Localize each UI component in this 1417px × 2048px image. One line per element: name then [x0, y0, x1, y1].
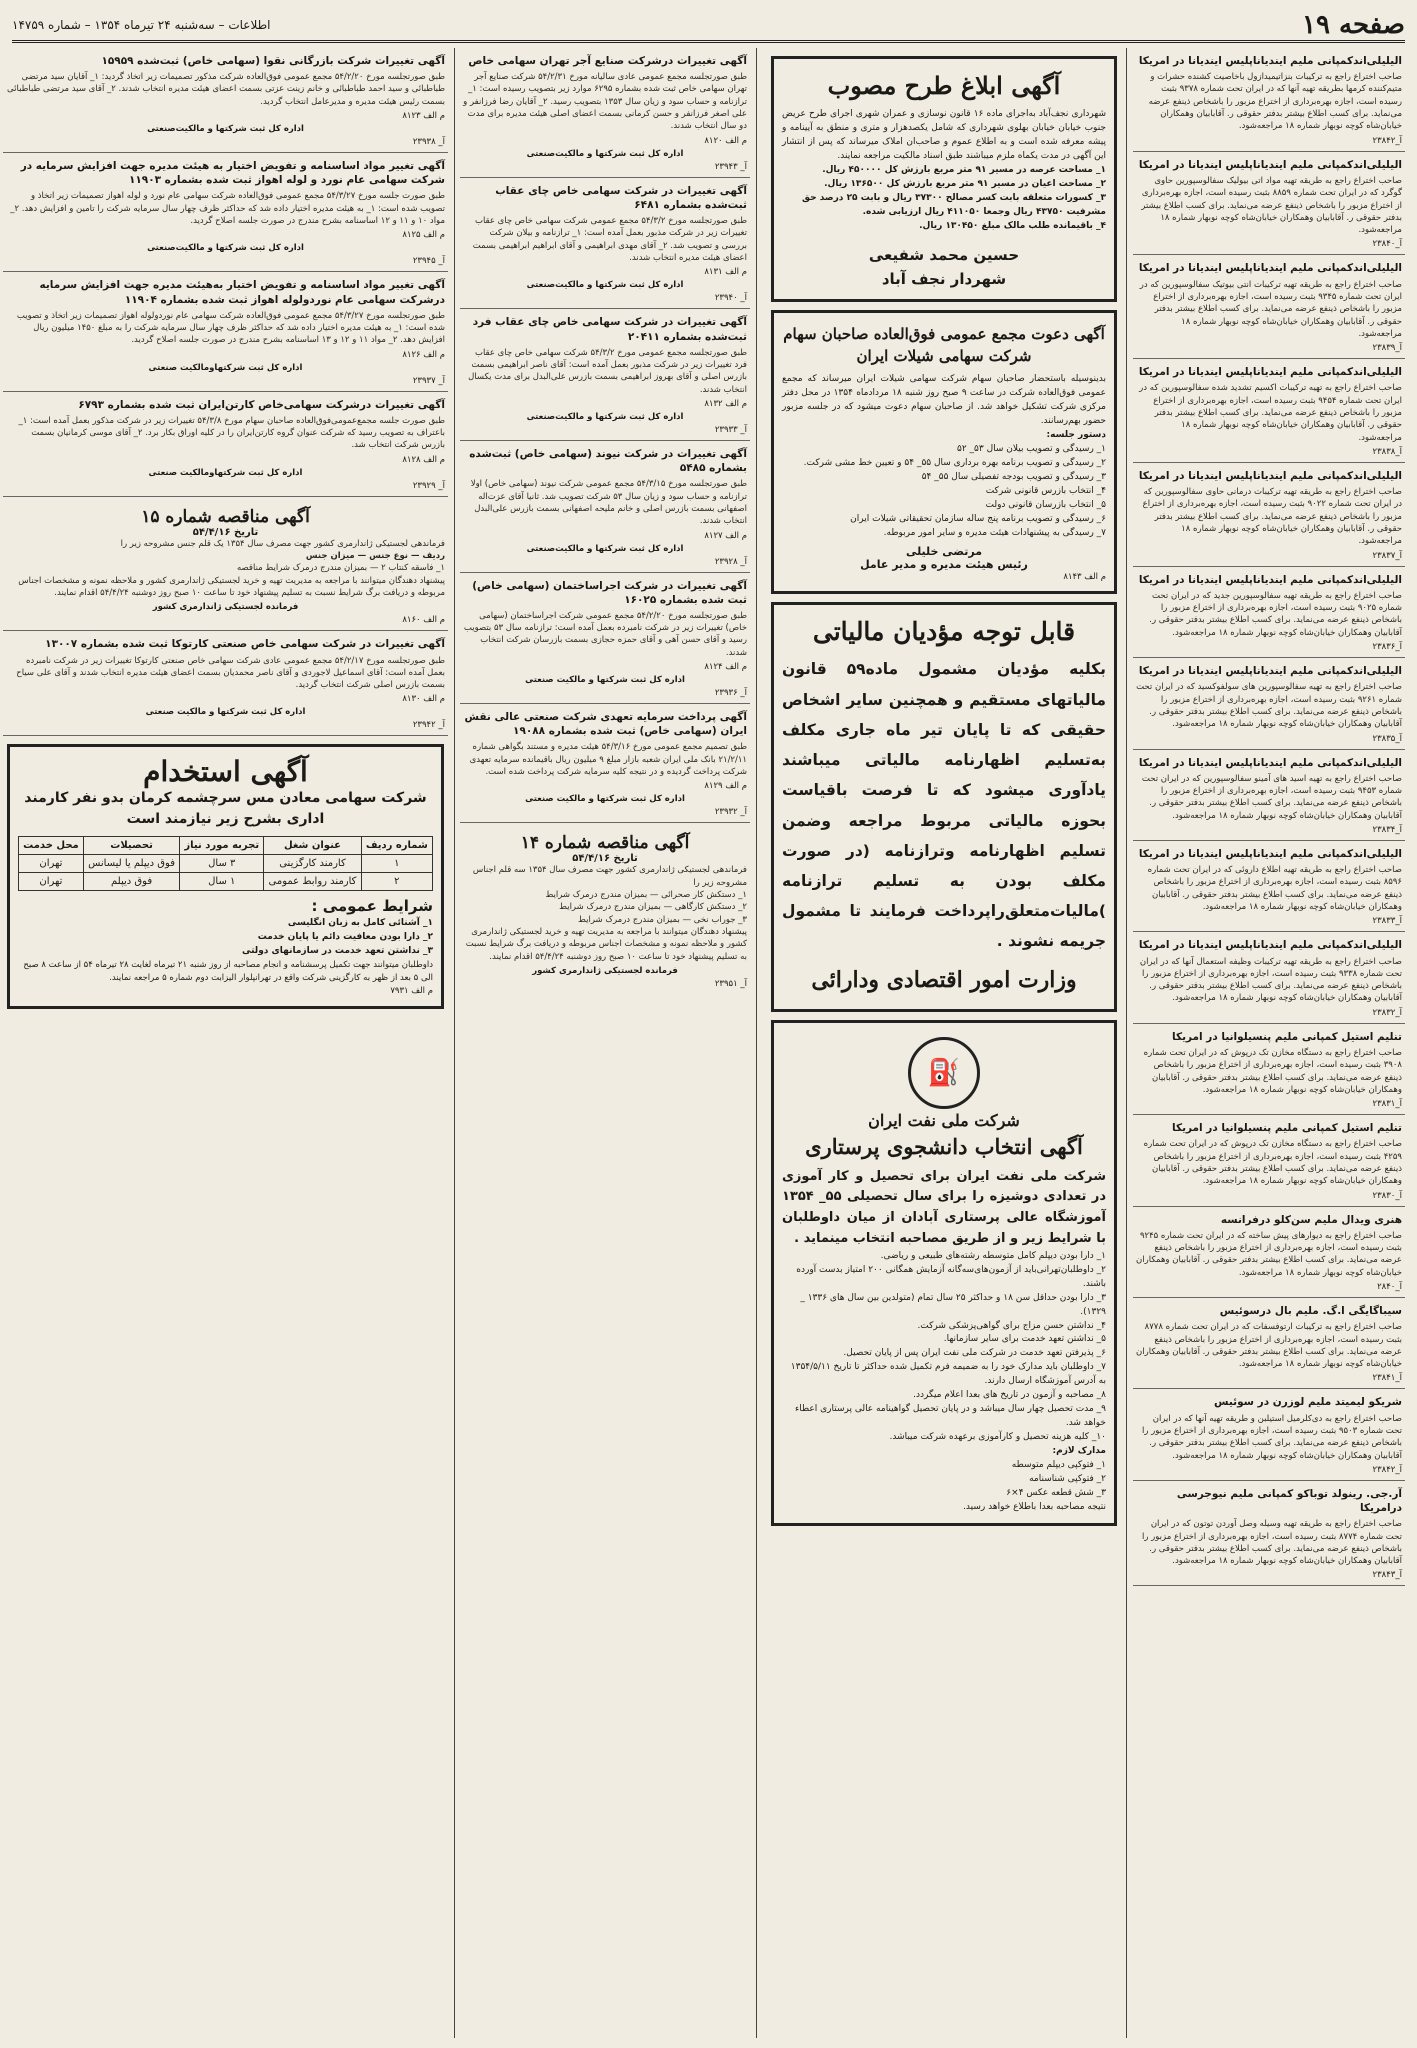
page-number: صفحه ۱۹ — [1302, 10, 1405, 40]
company-notice: آگهی تغییرات در شرکت سهامی خاص چای عقاب ثبت‌شده بشماره ۶۴۸۱ طبق صورتجلسه مورخ ۵۴/۳/۲ مجمع عمومی شرکت سهامی خاص چای عقاب تغییرات زیر در شرکت مذبور بعمل آمده است: ۱_ ترازنامه و بیلان شرکت بررسی و تصویب شد. ۲_ آقای مهدی ابراهیمی و آقای ابراهیم ابراهیمی بسمت اعضای هیئت مدیره انتخاب شدند. م الف ۸۱۳۱ اداره کل ثبت شرکتها و مالکیت‌صنعتی آ_ ۲۳۹۴۰ — [460, 178, 750, 310]
employment-table — [18, 836, 433, 891]
table-row: ۱ کارمند کارگزینی ۳ سال فوق دیپلم یا لیسانس تهران — [19, 855, 433, 873]
company-notice: آگهی تغییرات درشرکت سهامی‌خاص کارتن‌ایران ثبت شده بشماره ۶۷۹۳ طبق صورت جلسه مجمع‌عمومی‌فوق‌العاده صاحبان سهام مورخ ۵۴/۳/۸ تغییرات زیر در شرکت مذکور بعمل آمده است: ۱_ باعتراف به تصویب رسید که شرکت عنوان گروه کارتن‌ایران را در کلیه اوراق بکار برد. ۲_ آقای موسی کرمانیان بسمت بازرس شرکت انتخاب شد. م الف ۸۱۲۸ اداره کل ثبت شرکتهاومالکیت صنعتی آ_ ۲۳۹۲۹ — [3, 392, 448, 497]
patent-notice: شریکو لیمیتد ملیم لوزرن در سوئیس صاحب اختراع راجع به دی‌کلرمیل استیلبن و طریقه تهیه آنها که در ایران تحت شماره ۹۵۰۳ بثبت رسیده است، اجازه بهره‌برداری از اختراع مزبور را باشخاص ذینفع عرضه می‌نماید. برای کسب اطلاع بیشتر بدفتر حقوقی ر. آقابابیان وهمکاران خیابان‌شاه کوچه نوبهار شماره ۱۸ مراجعه‌شود. آ_۲۳۸۴۲ — [1133, 1389, 1405, 1480]
nursing-student-ad: ⛽ شرکت ملی نفت ایران آگهی انتخاب دانشجوی پرستاری شرکت ملی نفت ایران برای تحصیل و کار آموزی در تعدادی دوشیزه را برای سال تحصیلی ۵۵_ ۱۳۵۴ آموزشگاه عالی پرستاری آبادان از میان داوطلبان با شرایط زیر و از طریق مصاحبه انتخاب مینماید . ۱_ دارا بودن دیپلم کامل متوسطه رشته‌های طبیعی و ریاضی. ۲_ داوطلبان‌تهرانی‌باید از آزمون‌های‌سه‌گانه آزمایش همگانی ۲۰۰ امتیاز بدست آورده باشند. ۳_ دارا بودن حداقل سن ۱۸ و حداکثر ۲۵ سال تمام (متولدین بین سال های ۱۳۳۶ _ ۱۳۲۹). ۴_ نداشتن حسن مزاج برای گواهی‌پزشکی شرکت. ۵_ نداشتن تعهد خدمت برای سایر سازمانها. ۶_ پذیرفتن تعهد خدمت در شرکت ملی نفت ایران پس از پایان تحصیل. ۷_ داوطلبان باید مدارک خود را به ضمیمه فرم تکمیل شده حداکثر تا تاریخ ۱۳۵۴/۵/۱۱ به آدرس آموزشگاه ارسال دارند. ۸_ مصاحبه و آزمون در تاریخ های بعدا اعلام میگردد. ۹_ مدت تحصیل چهار سال میباشد و در پایان تحصیل گواهینامه عالی پرستاری اعطاء خواهد شد. ۱۰_ کلیه هزینه تحصیل و کارآموزی برعهده شرکت میباشد. مدارک لازم: ۱_ فتوکپی دیپلم متوسطه ۲_ فتوکپی شناسنامه ۳_ شش قطعه عکس ۴×۶ نتیجه مصاحبه بعدا باطلاع خواهد رسید. — [771, 1020, 1117, 1526]
employment-ad: آگهی استخدام شرکت سهامی معادن مس سرچشمه کرمان بدو نفر کارمند اداری بشرح زیر نیازمند است شماره ردیف عنوان شغل تجربه مورد نیاز تحصیلات محل خدمت ۱ کارمند کارگزینی ۳ سال فوق دیپلم یا لیسانس تهران ۲ کارمند روابط عمومی ۱ سال فوق دیپلم تهران شرایط عمومی : ۱_ آشنائی کامل به زبان انگلیسی ۲_ دارا بودن معافیت دائم یا پایان خدمت ۳_ نداشتن تعهد خدمت در سازمانهای دولتی داوطلبان میتوانند جهت تکمیل پرسشنامه و انجام مصاحبه از روز شنبه ۲۱ تیرماه لغایت ۲۸ تیرماه ۵۴ از ساعت ۸ صبح الی ۵ بعد از ظهر به کارگزینی شرکت واقع در تهرانپلوار الیزابت دوم شماره ۵ مراجعه نمایند. م الف ۷۹۳۱ — [7, 744, 444, 1008]
approval-title: آگهی ابلاغ طرح مصوب — [827, 71, 1061, 100]
patent-notice: الیلیلی‌اندکمپانی ملیم ایندیاناپلیس ایندیانا در امریکا صاحب اختراع راجع به طریقه تهیه اطلاع داروئی که در ایران تحت شماره ۸۵۹۶ بثبت رسیده است، اجازه بهره‌برداری از اختراع مزبور را باشخاص ذینفع عرضه می‌نماید. برای کسب اطلاع بیشتر بدفتر حقوقی ر. آقابابیان وهمکاران خیابان‌شاه کوچه نوبهار شماره ۱۸ مراجعه‌شود. آ_۲۳۸۳۳ — [1133, 841, 1405, 932]
patent-notice: الیلیلی‌اندکمپانی ملیم ایندیاناپلیس ایندیانا در امریکا صاحب اختراع راجع به طریقه تهیه ترکیبات درمانی حاوی سفالوسپورین که در ایران تحت شماره ۹۰۲۲ بثبت رسیده است، اجازه بهره‌برداری از اختراع مزبور را باشخاص ذینفع عرضه می‌نماید. برای کسب اطلاع بیشتر بدفتر حقوقی ر. آقابابیان وهمکاران خیابان‌شاه کوچه نوبهار شماره ۱۸ مراجعه‌شود. آ_۲۳۸۳۷ — [1133, 463, 1405, 567]
column-boxed-ads — [767, 48, 1121, 2038]
patent-notice: الیلیلی‌اندکمپانی ملیم ایندیاناپلیس ایندیانا در امریکا صاحب اختراع راجع به طریقه تهیه ترکیبات وظیفه استعمال آنها که در ایران تحت شماره ۹۳۳۸ بثبت رسیده است، اجازه بهره‌برداری از اختراع مزبور را باشخاص ذینفع عرضه می‌نماید. برای کسب اطلاع بیشتر بدفتر حقوقی ر. آقابابیان وهمکاران خیابان‌شاه کوچه نوبهار شماره ۱۸ مراجعه‌شود. آ_۲۳۸۳۲ — [1133, 932, 1405, 1023]
company-notice: آگهی تغییرات در شرکت سهامی خاص صنعتی کارتوکا ثبت شده بشماره ۱۳۰۰۷ طبق صورتجلسه مورخ ۵۴/۲/۱۷ مجمع عمومی عادی شرکت سهامی خاص صنعتی کارتوکا تغییرات زیر در شرکت نامبرده بعمل آمده است: آقای اسماعیل لاجوردی و آقای ناصر محمدیان بسمت اعضای هیئت مدیره انتخاب شدند و آقای علی سیاح بسمت بازرس اصلی شرکت انتخاب گردید. م الف ۸۱۳۰ اداره کل ثبت شرکتها و مالکیت صنعتی آ_ ۲۳۹۴۲ — [3, 631, 448, 736]
patent-notice: سیباگایگی ا.گ. ملیم بال درسوئیس صاحب اختراع راجع به ترکیبات ارتوفسفات که در ایران تحت شماره ۸۷۷۸ بثبت رسیده است، اجازه بهره‌برداری از اختراع مزبور را باشخاص ذینفع عرضه می‌نماید. برای کسب اطلاع بیشتر بدفتر حقوقی ر. آقابابیان وهمکاران خیابان‌شاه کوچه نوبهار شماره ۱۸ مراجعه‌شود. آ_۲۳۸۴۱ — [1133, 1298, 1405, 1389]
tender-14: آگهی مناقصه شماره ۱۴ تاریخ ۵۴/۴/۱۶ فرماندهی لجستیکی ژاندارمری کشور جهت مصرف سال ۱۳۵۴ سه قلم اجناس مشروحه زیر را ۱_ دستکش کار صحرائی — بمیزان مندرج درمرک شرایط ۲_ دستکش کارگاهی — بمیزان مندرج درمرک شرایط ۳_ جوراب نخی — بمیزان مندرج درمرک شرایط پیشنهاد دهندگان میتوانند با مراجعه به مدیریت تهیه و خرید لجستیکی ژاندارمری کشور و ملاحظه نمونه و مشخصات اجناس مربوطه و دریافت برگ شرایط نسبت به تسلیم پیشنهاد خود تا ساعت ۱۰ صبح روز دوشنبه ۵۴/۴/۲۴ اقدام نمایند. فرمانده لجستیکی ژاندارمری کشور آ_ ۲۳۹۵۱ — [465, 833, 747, 989]
patent-notice: آر.جی. رینولد توباکو کمپانی ملیم نیوجرسی درامریکا صاحب اختراع راجع به طریقه تهیه وسیله وصل آوردن توتون که در ایران تحت شماره ۸۷۷۴ بثبت رسیده است، اجازه بهره‌برداری از اختراع مزبور را باشخاص ذینفع عرضه می‌نماید. برای کسب اطلاع بیشتر بدفتر حقوقی ر. آقابابیان وهمکاران خیابان‌شاه کوچه نوبهار شماره ۱۸ مراجعه‌شود. آ_۲۳۸۴۳ — [1133, 1481, 1405, 1587]
company-notice: آگهی تغییرات شرکت بازرگانی نقوا (سهامی خاص) ثبت‌شده ۱۵۹۵۹ طبق صورتجلسه مورخ ۵۴/۲/۲۰ مجمع عمومی فوق‌العاده شرکت مذکور تصمیمات زیر اتخاذ گردید: ۱_ آقایان سید مرتضی طباطبائی و سید احمد طباطبائی و خانم زینت عزتی بسمت اعضای هیئت مدیره انتخاب شدند. ۲_ آقای سید مرتضی طباطبائی بسمت رئیس هیئت مدیره و مدیرعامل انتخاب گردید. م الف ۸۱۲۳ اداره کل ثبت شرکتها و مالکیت‌صنعتی آ_ ۲۳۹۳۸ — [3, 48, 448, 153]
patent-notice: الیلیلی‌اندکمپانی ملیم ایندیاناپلیس ایندیانا در امریکا صاحب اختراع راجع به تهیه سفالوسپورین های سولفوکسید که در ایران تحت شماره ۹۲۶۱ بثبت رسیده است، اجازه بهره‌برداری از اختراع مزبور را باشخاص ذینفع عرضه می‌نماید. برای کسب اطلاع بیشتر بدفتر حقوقی ر. آقابابیان وهمکاران خیابان‌شاه کوچه نوبهار شماره ۱۸ مراجعه‌شود. آ_۲۳۸۳۵ — [1133, 658, 1405, 749]
column-notices-employment — [3, 48, 455, 2038]
patent-notice: الیلیلی‌اندکمپانی ملیم ایندیاناپلیس ایندیانا در امریکا صاحب اختراع راجع به ترکیبات بنزاتیمیدازول باخاصیت کشنده حشرات و متیم‌کننده کرمها بطریقه تهیه آنها که در ایران تحت شماره ۹۳۷۸ بثبت رسیده است، اجازه بهره‌برداری از اختراع مزبور را باشخاص ذینفع عرضه می‌نماید. برای کسب اطلاع بیشتر بدفتر حقوقی ر. آقابابیان وهمکاران خیابان‌شاه کوچه نوبهار شماره ۱۸ مراجعه‌شود. آ_۲۳۸۴۲ — [1133, 48, 1405, 152]
patent-notice: الیلیلی‌اندکمپانی ملیم ایندیاناپلیس ایندیانا در امریکا صاحب اختراع راجع به طریقه تهیه مواد اتی بیولیک سفالوسپورین حاوی گوگرد که در ایران تحت شماره ۸۸۵۹ بثبت رسیده است، اجازه بهره‌برداری از اختراع مزبور را باشخاص ذینفع عرضه می‌نماید. برای کسب اطلاع بیشتر بدفتر حقوقی ر. آقابابیان وهمکاران خیابان‌شاه کوچه نوبهار شماره ۱۸ مراجعه‌شود. آ_۲۳۸۴۰ — [1133, 152, 1405, 256]
nioc-logo-icon: ⛽ — [908, 1037, 980, 1109]
table-row: ۲ کارمند روابط عمومی ۱ سال فوق دیپلم تهران — [19, 873, 433, 891]
approval-signature: حسین محمد شفیعی شهردار نجف آباد — [868, 246, 1020, 289]
tender-15: آگهی مناقصه شماره ۱۵ تاریخ ۵۴/۴/۱۶ فرماندهی لجستیکی ژاندارمری کشور جهت مصرف سال ۱۳۵۴ یک قلم جنس مشروحه زیر را ردیف — نوع جنس — میزان جنس ۱_ فاسقه کنتاب ۲ — بمیزان مندرج درمرک شرایط مناقصه پیشنهاد دهندگان میتوانند با مراجعه به مدیریت تهیه و خرید لجستیکی ژاندارمری کشور و ملاحظه نمونه و مشخصات اجناس مربوطه و دریافت برگ شرایط نسبت به تسلیم پیشنهاد خود تا ساعت ۱۰ صبح روز دوشنبه ۵۴/۴/۲۴ اقدام نمایند. فرمانده لجستیکی ژاندارمری کشور م الف ۸۱۶۰ — [3, 497, 448, 632]
patent-notice: تنلیم استیل کمپانی ملیم پنسیلوانیا در امریکا صاحب اختراع راجع به دستگاه مخازن تک درپوش که در ایران تحت شماره ۳۹۰۸ بثبت رسیده است، اجازه بهره‌برداری از اختراع مزبور را باشخاص ذینفع عرضه می‌نماید. برای کسب اطلاع بیشتر بدفتر حقوقی ر. آقابابیان وهمکاران خیابان‌شاه کوچه نوبهار شماره ۱۸ مراجعه‌شود. آ_۲۳۸۳۱ — [1133, 1024, 1405, 1115]
issue-line: اطلاعات – سه‌شنبه ۲۴ تیرماه ۱۳۵۴ – شماره ۱۴۷۵۹ — [12, 18, 271, 32]
company-notice: آگهی پرداخت سرمایه تعهدی شرکت صنعتی عالی نقش ایران (سهامی خاص) ثبت شده بشماره ۱۹۰۸۸ طبق تصمیم مجمع عمومی مورخ ۵۴/۳/۱۶ هیئت مدیره و مستند بگواهی شماره ۲۱/۲/۱۱ بانک ملی ایران شعبه بازار مبلغ ۹ میلیون ریال باقیمانده سرمایه تعهدی شرکت پرداخت گردیده و در نتیجه کلیه سرمایه شرکت پرداخت شده است. م الف ۸۱۲۹ اداره کل ثبت شرکتها و مالکیت صنعتی آ_ ۲۳۹۳۲ — [460, 704, 750, 823]
approval-plan-ad: آگهی ابلاغ طرح مصوب شهرداری نجف‌آباد به‌اجرای ماده ۱۶ قانون نوسازی و عمران شهری اجرای طرح عریض جنوب خیابان خیابان بهلوی شهرداری که شامل یکصدهزار و متری و منطق به آیینامه و پیشه معرفه شده است و به اطلاع عموم و صاحب‌ان املاک میرساند که پس از انتشار این آگهی در مدت یکماه ملزم میباشند طبق اسناد مالکیت مراجعه نمایند. ۱_ مساحت عرصه در مسیر ۹۱ متر مربع بارزش کل ۴۵۰۰۰۰ ریال. ۲_ مساحت اعیان در مسیر ۹۱ متر مربع بارزش کل ۱۳۶۵۰۰ ریال. ۳_ کسورات متعلقه بابت کسر مصالح ۳۷۳۰۰ ریال و بابت ۲۵ درصد حق مشرفیت ۴۳۷۵۰ ریال وجمعا ۴۱۱۰۵۰ ریال ارزیابی شده. ۴_ باقیمانده طلب مالک مبلغ ۱۳۰۴۵۰ ریال. حسین محمد شفیعی شهردار نجف آباد — [771, 56, 1117, 302]
patent-notice: الیلیلی‌اندکمپانی ملیم ایندیاناپلیس ایندیانا در امریکا صاحب اختراع راجع به تهیه ترکیبات اکسیم تشدید شده سفالوسپورین که در ایران تحت شماره ۹۴۵۴ بثبت رسیده است، اجازه بهره‌برداری از اختراع مزبور را باشخاص ذینفع عرضه می‌نماید. برای کسب اطلاع بیشتر بدفتر حقوقی ر. آقابابیان وهمکاران خیابان‌شاه کوچه نوبهار شماره ۱۸ مراجعه‌شود. آ_۲۳۸۳۸ — [1133, 359, 1405, 463]
approval-body: شهرداری نجف‌آباد به‌اجرای ماده ۱۶ قانون نوسازی و عمران شهری اجرای طرح عریض جنوب خیابان خیابان بهلوی شهرداری که شامل یکصدهزار و متری و منطق به آیینامه و پیشه معرفه شده است و به اطلاع عموم و صاحب‌ان املاک میرساند که پس از انتشار این آگهی در مدت یکماه ملزم میباشند طبق اسناد مالکیت مراجعه نمایند. — [782, 109, 1106, 161]
column-patents — [1126, 48, 1405, 2038]
company-notice: آگهی تغییر مواد اساسنامه و تفویض اختیار به هیئت مدیره جهت افزایش سرمایه در شرکت سهامی عام نورد و لوله اهواز ثبت شده بشماره ۱۱۹۰۳ طبق صورت جلسه مورخ ۵۴/۳/۲۷ مجمع عمومی فوق‌العاده شرکت سهامی عام نورد و لوله اهواز تصمیمات زیر اتخاذ و تصویب شده است: ۱_ به هیئت مدیره اختیار داده شد که حداکثر ظرف چهار سال سرمایه شرکت را تامین و افزایش دهد. ۲_ مواد ۱۰ و ۱۱ و ۱۲ اساسنامه بشرح مندرج در صورت جلسه اصلاح گردید. م الف ۸۱۲۵ اداره کل ثبت شرکتها و مالکیت‌صنعتی آ_ ۲۳۹۴۵ — [3, 153, 448, 272]
patent-notice: تنلیم استیل کمپانی ملیم پنسیلوانیا در امریکا صاحب اختراع راجع به دستگاه مخازن تک درپوش که در ایران تحت شماره ۴۲۵۹ بثبت رسیده است، اجازه بهره‌برداری از اختراع مزبور را باشخاص ذینفع عرضه می‌نماید. برای کسب اطلاع بیشتر بدفتر حقوقی ر. آقابابیان وهمکاران خیابان‌شاه کوچه نوبهار شماره ۱۸ مراجعه‌شود. آ_۲۳۸۳۰ — [1133, 1115, 1405, 1206]
company-notice: آگهی تغییرات درشرکت صنایع آجر تهران سهامی خاص طبق صورتجلسه مجمع عمومی عادی سالیانه مورخ ۵۴/۲/۳۱ شرکت صنایع آجر تهران سهامی خاص ثبت شده بشماره ۶۲۹۵ موارد زیر بتصویب رسیده است: ۱_ ترازنامه و حساب سود و زیان سال ۱۳۵۳ بتصویب رسید. ۲_ آقایان رضا فرزانفر و علی اصغر فرزانفر و حسن کرمانی بسمت اعضای اصلی هیئت مدیره برای مدت دو سال انتخاب شدند. م الف ۸۱۲۰ اداره کل ثبت شرکتها و مالکیت‌صنعتی آ_ ۲۳۹۴۳ — [460, 48, 750, 178]
company-notice: آگهی تغییرات در شرکت سهامی خاص چای عقاب فرد ثبت‌شده بشماره ۲۰۴۱۱ طبق صورتجلسه مجمع عمومی مورخ ۵۴/۳/۲ شرکت سهامی خاص چای عقاب فرد تغییرات زیر در شرکت مذبور بعمل آمده است: آقای ناصر ابراهیمی بسمت بازرس اصلی و آقای بهروز ابراهیمی بسمت بازرس علی‌البدل برای مدت یکسال انتخاب شدند. م الف ۸۱۳۲ اداره کل ثبت شرکتها و مالکیت‌صنعتی آ_ ۲۳۹۳۳ — [460, 309, 750, 441]
patent-notice: الیلیلی‌اندکمپانی ملیم ایندیاناپلیس ایندیانا در امریکا صاحب اختراع راجع به تهیه اسید های آمینو سفالوسپورین که در ایران تحت شماره ۹۴۵۳ بثبت رسیده است، اجازه بهره‌برداری از اختراع مزبور را باشخاص ذینفع عرضه می‌نماید. برای کسب اطلاع بیشتر بدفتر حقوقی ر. آقابابیان وهمکاران خیابان‌شاه کوچه نوبهار شماره ۱۸ مراجعه‌شود. آ_۲۳۸۳۴ — [1133, 750, 1405, 841]
patent-notice: الیلیلی‌اندکمپانی ملیم ایندیاناپلیس ایندیانا در امریکا صاحب اختراع راجع به طریقه تهیه ترکیبات انتی بیوتیک سفالوسپورین که در ایران تحت شماره ۹۳۴۵ بثبت رسیده است، اجازه بهره‌برداری از اختراع مزبور را باشخاص ذینفع عرضه می‌نماید. برای کسب اطلاع بیشتر بدفتر حقوقی ر. آقابابیان وهمکاران خیابان‌شاه کوچه نوبهار شماره ۱۸ مراجعه‌شود. آ_۲۳۸۳۹ — [1133, 255, 1405, 359]
patent-notice: هنری ویدال ملیم سن‌کلو درفرانسه صاحب اختراع راجع به دیوارهای پیش ساخته که در ایران تحت شماره ۹۲۴۵ بثبت رسیده است، اجازه بهره‌برداری از اختراع مزبور را باشخاص ذینفع عرضه می‌نماید. برای کسب اطلاع بیشتر بدفتر حقوقی ر. آقابابیان وهمکاران خیابان‌شاه کوچه نوبهار شماره ۱۸ مراجعه‌شود. آ_۲۸۴۰ — [1133, 1207, 1405, 1298]
table-header-row: شماره ردیف عنوان شغل تجربه مورد نیاز تحصیلات محل خدمت — [19, 837, 433, 855]
tax-notice-ad: قابل توجه مؤدیان مالیاتی بکلیه مؤدیان مشمول ماده۵۹ قانون مالیاتهای مستقیم و همچنین سایر اشخاص حقیقی که تا پایان تیر ماه جاری مکلف به‌تسلیم اظهارنامه مالیاتی میباشند یادآوری میشود که تا فرصت باقیاست بحوزه مالیاتی مربوط مراجعه وضمن تسلیم اظهارنامه وترازنامه (در صورت مکلف بودن به تسلیم ترازنامه )مالیات‌متعلق‌را‌پرداخت فرمایند تا مشمول جریمه نشوند . وزارت امور اقتصادی ودارائی — [771, 602, 1117, 1011]
company-notice: آگهی تغییرات در شرکت اجراساختمان (سهامی خاص) ثبت شده بشماره ۱۶۰۲۵ طبق صورتجلسه مورخ ۵۴/۲/۲۰ مجمع عمومی شرکت اجراساختمان (سهامی خاص) تغییرات زیر در شرکت نامبرده بعمل آمده است: ترازنامه سال ۵۳ بتصویب رسید و آقای حسن آهی و آقای حمزه حجازی بسمت بازرسان شرکت انتخاب شدند. م الف ۸۱۲۴ اداره کل ثبت شرکتها و مالکیت صنعتی آ_ ۲۳۹۳۶ — [460, 573, 750, 705]
column-company-notices — [460, 48, 757, 2038]
company-notice: آگهی تغییر مواد اساسنامه و تفویض اختیار به‌هیئت مدیره جهت افزایش سرمایه درشرکت سهامی عام نوردولوله اهواز ثبت شده بشماره ۱۱۹۰۴ طبق صورتجلسه مورخ ۵۴/۳/۲۷ مجمع عمومی فوق‌العاده شرکت سهامی عام نوردولوله اهواز تصمیمات زیر اتخاذ و تصویب شده است: ۱_ به هیئت مدیره اختیار داده شد که حداکثر ظرف چهار سال سرمایه شرکت را به مبلغ ۱۴۵۰ میلیون ریال افزایش دهد. ۲_ مواد ۱۱ و ۱۲ و ۱۳ اساسنامه بشرح مندرج در صورت جلسه اصلاح گردید. م الف ۸۱۲۶ اداره کل ثبت شرکتهاومالکیت صنعتی آ_ ۲۳۹۳۷ — [3, 272, 448, 391]
company-notice: آگهی تغییرات در شرکت نیوند (سهامی خاص) ثبت‌شده بشماره ۵۴۸۵ طبق صورتجلسه مورخ ۵۴/۳/۱۵ مجمع عمومی شرکت نیوند (سهامی خاص) اولا ترازنامه و حساب سود و زیان سال ۵۳ شرکت تصویب شد. ثانیا آقای عزت‌اله اصفهانی بسمت بازرس اصلی و خانم ملیحه اصفهانی بسمت بازرس علی‌البدل انتخاب شدند. م الف ۸۱۲۷ اداره کل ثبت شرکتها و مالکیت‌صنعتی آ_ ۲۳۹۲۸ — [460, 441, 750, 573]
patent-notice: الیلیلی‌اندکمپانی ملیم ایندیاناپلیس ایندیانا در امریکا صاحب اختراع راجع به طریقه تهیه سفالوسپورین جدید که در ایران تحت شماره ۹۰۲۵ بثبت رسیده است، اجازه بهره‌برداری از اختراع مزبور را باشخاص ذینفع عرضه می‌نماید. برای کسب اطلاع بیشتر بدفتر حقوقی ر. آقابابیان وهمکاران خیابان‌شاه کوچه نوبهار شماره ۱۸ مراجعه‌شود. آ_۲۳۸۳۶ — [1133, 567, 1405, 658]
shilat-meeting-ad: آگهی دعوت مجمع عمومی فوق‌العاده صاحبان سهام شرکت سهامی شیلات ایران بدینوسیله باستحضار صاحبان سهام شرکت سهامی شیلات ایران میرساند که مجمع عمومی فوق‌العاده شرکت در ساعت ۹ صبح روز شنبه ۱۸ مردادماه ۱۳۵۴ در محل دفتر مرکزی شرکت تشکیل خواهد شد. از صاحبان سهام دعوت میشود که در جلسه مزبور حضور بهم‌رسانند. دستور جلسه: ۱_ رسیدگی و تصویب بیلان سال ۵۳_ ۵۲ ۲_ رسیدگی و تصویب برنامه بهره برداری سال ۵۵_ ۵۴ و تعیین خط مشی شرکت. ۳_ رسیدگی و تصویب بودجه تفصیلی سال ۵۵_ ۵۴ ۴_ انتخاب بازرس قانونی شرکت ۵_ انتخاب بازرسان قانونی دولت ۶_ رسیدگی و تصویب برنامه پنج ساله سازمان تحقیقاتی شیلات ایران ۷_ رسیدگی به پیشنهادات هیئت مدیره و سایر امور مربوطه. مرتضی خلیلی رئیس هیئت مدیره و مدیر عامل م الف ۸۱۴۳ — [771, 310, 1117, 594]
page-header — [12, 10, 1405, 43]
